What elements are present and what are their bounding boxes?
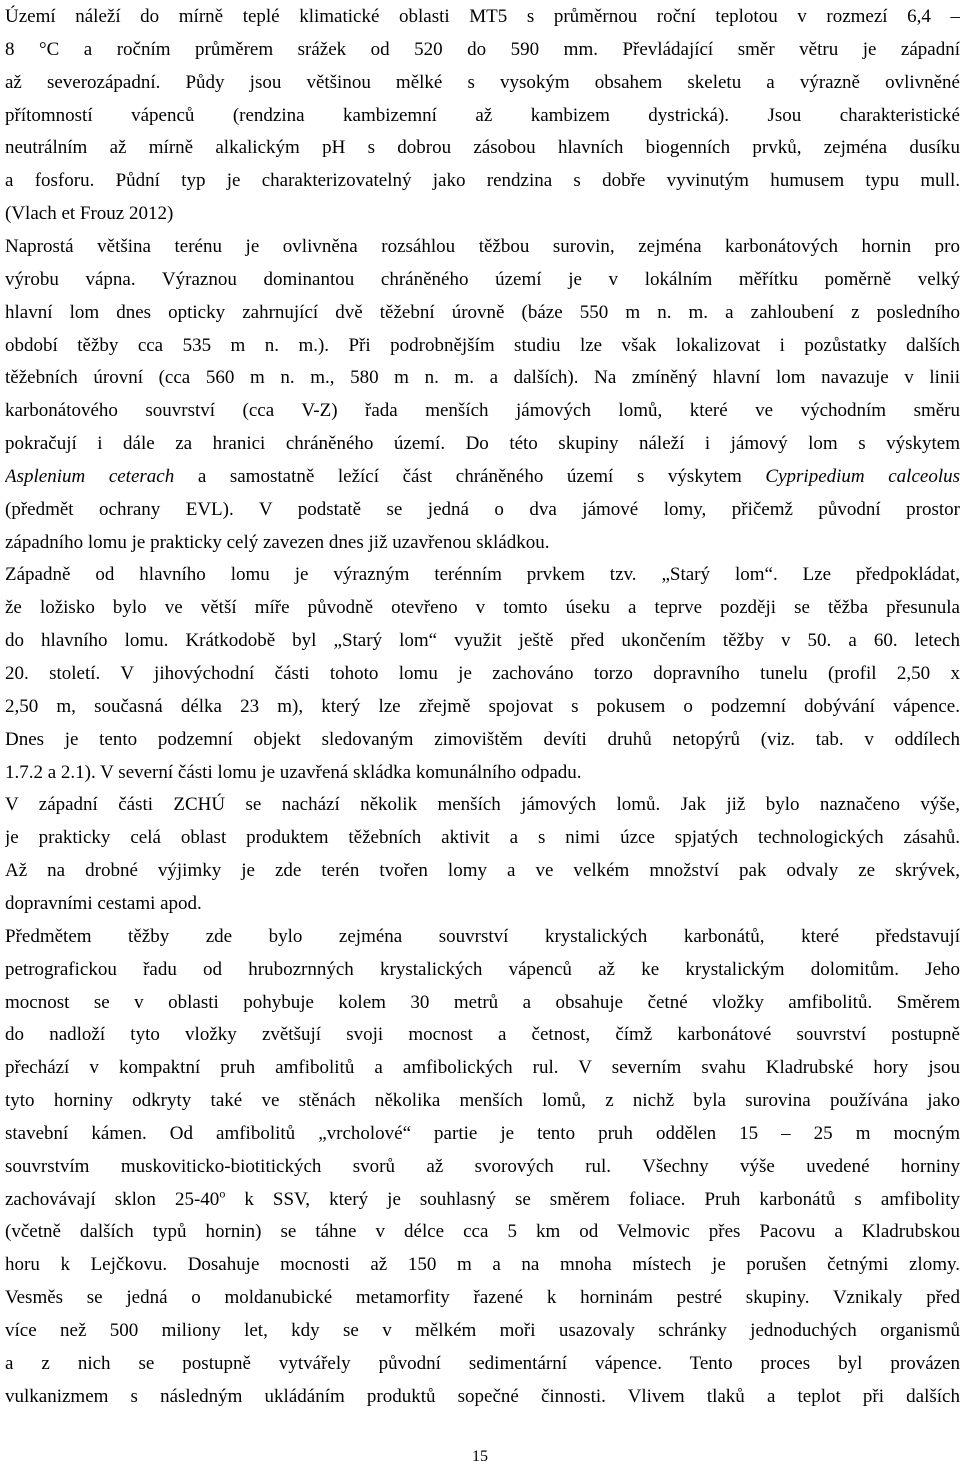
text-line: dopravními cestami apod. [5, 892, 202, 914]
text-line: vulkanizmem s následným ukládáním produktů sopečné činnosti. Vlivem tlaků a teplot při dalších [5, 1385, 960, 1407]
text-line: hlavní lom dnes opticky zahrnující dvě těžební úrovně (báze 550 m n. m. a zahloubení z posledního [5, 301, 960, 323]
text-line: do hlavního lomu. Krátkodobě byl „Starý lom“ využit ještě před ukončením těžby v 50. a 60. letech [5, 630, 960, 652]
text-span: o [219, 1186, 226, 1201]
text-line: Území náleží do mírně teplé klimatické oblasti MT5 s průměrnou roční teplotou v rozmezí 6,4 – [5, 6, 960, 27]
text-line: stavební kámen. Od amfibolitů „vrcholové“ partie je tento pruh oddělen 15 – 25 m mocným [5, 1122, 960, 1144]
text-line: Až na drobné výjimky je zde terén tvořen lomy a ve velkém množství pak odvaly ze skrývek, [5, 860, 960, 882]
text-line: přítomností vápenců (rendzina kambizemní až kambizem dystrická). Jsou charakteristické [5, 104, 960, 126]
text-line: 2,50 m, současná délka 23 m), který lze zřejmě spojovat s pokusem o podzemní dobývání vápence. [5, 695, 960, 717]
text-line: a z nich se postupně vytvářely původní sedimentární vápence. Tento proces byl provázen [5, 1352, 960, 1374]
text-line: 1.7.2 a 2.1). V severní části lomu je uzavřená skládka komunálního odpadu. [5, 761, 582, 783]
page-number: 15 [472, 1448, 488, 1465]
species-name: Cypripedium calceolus [765, 465, 960, 487]
text-line: neutrálním až mírně alkalickým pH s dobrou zásobou hlavních biogenních prvků, zejména dusíku [5, 137, 960, 159]
text-line: že ložisko bylo ve větší míře původně otevřeno v tomto úseku a teprve později se těžba přesunula [5, 597, 960, 619]
text-line: karbonátového souvrství (cca V-Z) řada menších jámových lomů, které ve východním směru [5, 400, 960, 422]
text-line: těžebních úrovní (cca 560 m n. m., 580 m n. m. a dalších). Na zmíněný hlavní lom navazuje v linii [5, 367, 960, 389]
text-line: západního lomu je prakticky celý zavezen dnes již uzavřenou skládkou. [5, 531, 550, 553]
text-line [5, 461, 960, 493]
text-line: Naprostá většina terénu je ovlivněna rozsáhlou těžbou surovin, zejména karbonátových hornin pro [5, 235, 960, 257]
text-line: až severozápadní. Půdy jsou většinou mělké s vysokým obsahem skeletu a výrazně ovlivněné [5, 71, 960, 93]
text-line: petrografickou řadu od hrubozrnných krystalických vápenců až ke krystalickým dolomitům. Jeho [5, 958, 960, 980]
text-line: do nadloží tyto vložky zvětšují svoji mocnost a četnost, čímž karbonátové souvrství postupně [5, 1024, 960, 1046]
text-line: (Vlach et Frouz 2012) [5, 203, 174, 225]
text-line: Vesměs se jedná o moldanubické metamorfity řazené k horninám pestré skupiny. Vznikaly před [5, 1287, 960, 1309]
text-line: 8 °C a ročním průměrem srážek od 520 do 590 mm. Převládající směr větru je západní [5, 38, 960, 60]
text-line: a fosforu. Půdní typ je charakterizovatelný jako rendzina s dobře vyvinutým humusem typu mull. [5, 170, 960, 192]
text-line: (předmět ochrany EVL). V podstatě se jedná o dva jámové lomy, přičemž původní prostor [5, 498, 960, 520]
text-line: mocnost se v oblasti pohybuje kolem 30 metrů a obsahuje četné vložky amfibolitů. Směrem [5, 991, 960, 1013]
text-line: souvrstvím muskoviticko-biotitických svorů až svorových rul. Všechny výše uvedené horniny [5, 1155, 960, 1177]
text-line: je prakticky celá oblast produktem těžebních aktivit a s nimi úzce spjatých technologických zásahů. [5, 827, 960, 849]
text-span: a samostatně ležící část chráněného území s výskytem [174, 465, 766, 487]
species-name: Asplenium ceterach [5, 465, 175, 487]
text-line: přechází v kompaktní pruh amfibolitů a amfibolických rul. V severním svahu Kladrubské hory jsou [5, 1057, 960, 1079]
text-line: horu k Lejčkovu. Dosahuje mocnosti až 150 m a na mnoha místech je porušen četnými zlomy. [5, 1254, 960, 1276]
text-line: období těžby cca 535 m n. m.). Při podrobnějším studiu lze však lokalizovat i pozůstatky dalších [5, 334, 960, 356]
text-line: tyto horniny odkryty také ve stěnách několika menších lomů, z nichž byla surovina používána jako [5, 1090, 960, 1112]
text-line: Dnes je tento podzemní objekt sledovaným zimovištěm devíti druhů netopýrů (viz. tab. v oddílech [5, 728, 960, 750]
text-line: Předmětem těžby zde bylo zejména souvrství krystalických karbonátů, které představují [5, 925, 960, 947]
text-span: zachovávají sklon 25-40 [5, 1188, 220, 1210]
text-line: pokračují i dále za hranici chráněného území. Do této skupiny náleží i jámový lom s výskytem [5, 433, 960, 455]
text-line: výrobu vápna. Výraznou dominantou chráněného území je v lokálním měřítku poměrně velký [5, 268, 960, 290]
text-line: V západní části ZCHÚ se nachází několik menších jámových lomů. Jak již bylo naznačeno výše, [5, 794, 960, 816]
text-line [5, 1184, 960, 1216]
text-line: 20. století. V jihovýchodní části tohoto lomu je zachováno torzo dopravního tunelu (profil 2,50 x [5, 663, 960, 684]
text-line: (včetně dalších typů hornin) se táhne v délce cca 5 km od Velmovic přes Pacovu a Kladrubskou [5, 1221, 960, 1243]
text-line: Západně od hlavního lomu je výrazným terénním prvkem tzv. „Starý lom“. Lze předpokládat, [5, 564, 960, 586]
text-span: k SSV, který je souhlasný se směrem foliace. Pruh karbonátů s amfibolity [225, 1188, 960, 1210]
text-line: více než 500 miliony let, kdy se v mělkém moři usazovaly schránky jednoduchých organismů [5, 1320, 960, 1341]
